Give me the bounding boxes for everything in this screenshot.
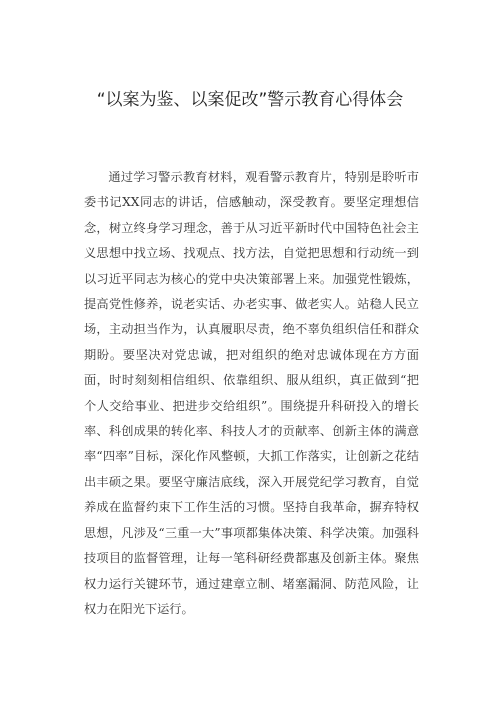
document-title: “以案为鉴、以案促改”警示教育心得体会 (96, 90, 404, 110)
document-body-paragraph: 通过学习警示教育材料，观看警示教育片，特别是聆听市委书记XX同志的讲话，信感触动，深受教育。要坚定理想信念，树立终身学习理念，善于从习近平新时代中国特色社会主义思想中找立场、找观点、找方法，自觉把思想和行动统一到以习近平同志为核心的党中央决策部署上来。加强党性锻炼，提高党性修养，说老实话、办老实事、做老实人。站稳人民立场，主动担当作为，认真履职尽责，绝不辜负组织信任和群众期盼。要坚决对党忠诚，把对组织的绝对忠诚体现在方方面面，时时刻刻相信组织、依靠组织、服从组织，真正做到“把个人交给事业、把进步交给组织”。围绕提升科研投入的增长率、科创成果的转化率、科技人才的贡献率、创新主体的满意率“四率”目标，深化作风整顿，大抓工作落实，让创新之花结出丰硕之果。要坚守廉洁底线，深入开展党纪学习教育，自觉养成在监督约束下工作生活的习惯。坚持自我革命，摒弃特权思想，凡涉及“三重一大”事项都集体决策、科学决策。加强科技项目的监督管理，让每一笔科研经费都惠及创新主体。聚焦权力运行关键环节，通过建章立制、堵塞漏洞、防范风险，让权力在阳光下运行。 (84, 170, 419, 616)
